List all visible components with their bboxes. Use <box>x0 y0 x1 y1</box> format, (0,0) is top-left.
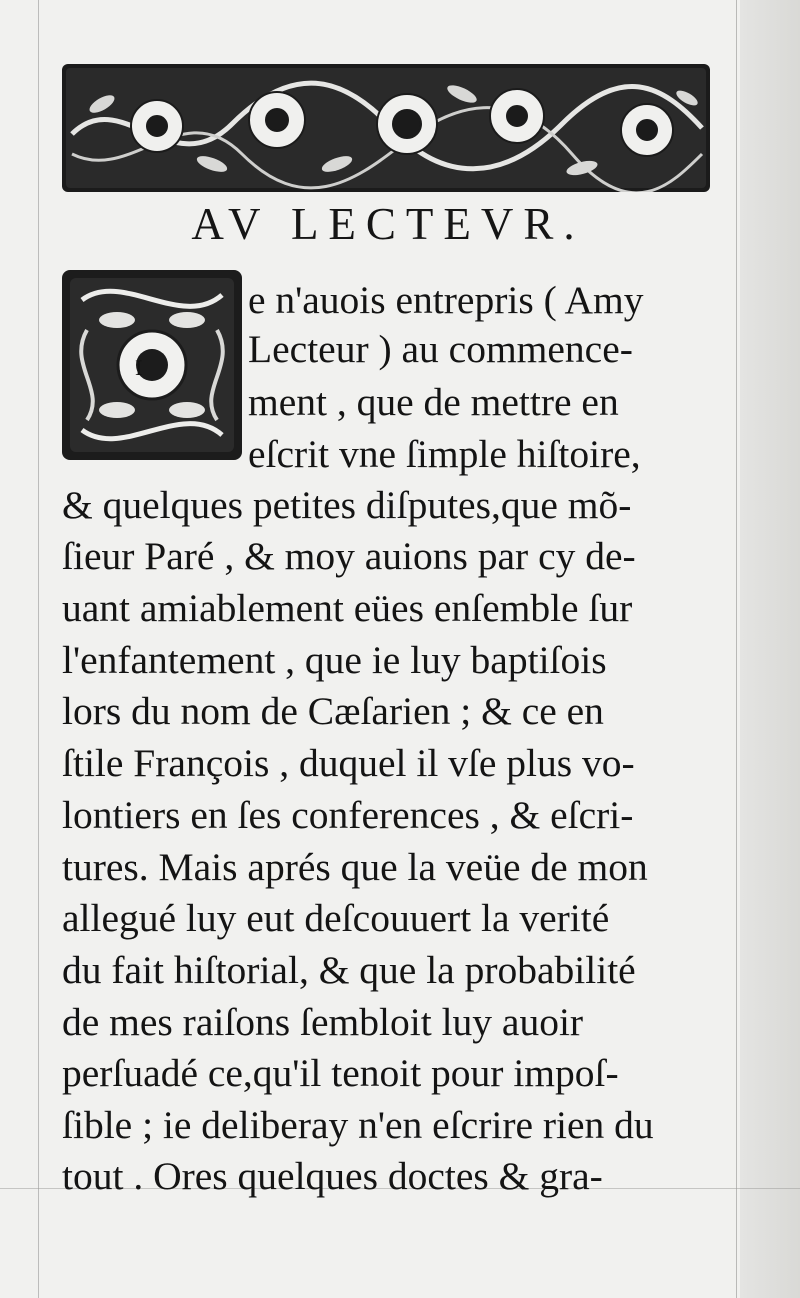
text-line: lontiers en ſes conferences , & eſcri- <box>62 793 634 837</box>
page-margin-line-left <box>38 0 39 1298</box>
decorated-initial-ornament <box>62 270 242 460</box>
text-line: ment , que de mettre en <box>248 380 619 424</box>
text-line: du fait hiſtorial, & que la probabilité <box>62 948 636 992</box>
text-line: Lecteur ) au commence- <box>248 327 633 371</box>
text-line: perſuadé ce,qu'il tenoit pour impoſ- <box>62 1051 619 1095</box>
floral-headpiece-ornament <box>62 64 710 192</box>
text-line: allegué luy eut deſcouuert la verité <box>62 896 610 940</box>
text-line: lors du nom de Cæſarien ; & ce en <box>62 689 604 733</box>
text-line: ſtile François , duquel il vſe plus vo- <box>62 741 635 785</box>
text-line: ſible ; ie deliberay n'en eſcrire rien du <box>62 1103 654 1147</box>
text-line: e n'auois entrepris ( Amy <box>248 278 644 322</box>
text-line: l'enfantement , que ie luy baptiſois <box>62 638 607 682</box>
text-line: de mes raiſons ſembloit luy auoir <box>62 1000 584 1044</box>
text-line: tures. Mais aprés que la veüe de mon <box>62 845 648 889</box>
page-title: AV LECTEVR. <box>191 199 585 249</box>
text-line: uant amiablement eües enſemble ſur <box>62 586 633 630</box>
initial-letter: I <box>135 355 143 380</box>
text-line: & quelques petites diſputes,que mõ- <box>62 483 632 527</box>
page-edge-shadow <box>740 0 800 1298</box>
text-line: eſcrit vne ſimple hiſtoire, <box>248 432 641 476</box>
page-margin-line-right <box>736 0 737 1298</box>
text-line: ſieur Paré , & moy auions par cy de- <box>62 534 636 578</box>
text-line: tout . Ores quelques doctes & gra- <box>62 1154 603 1198</box>
